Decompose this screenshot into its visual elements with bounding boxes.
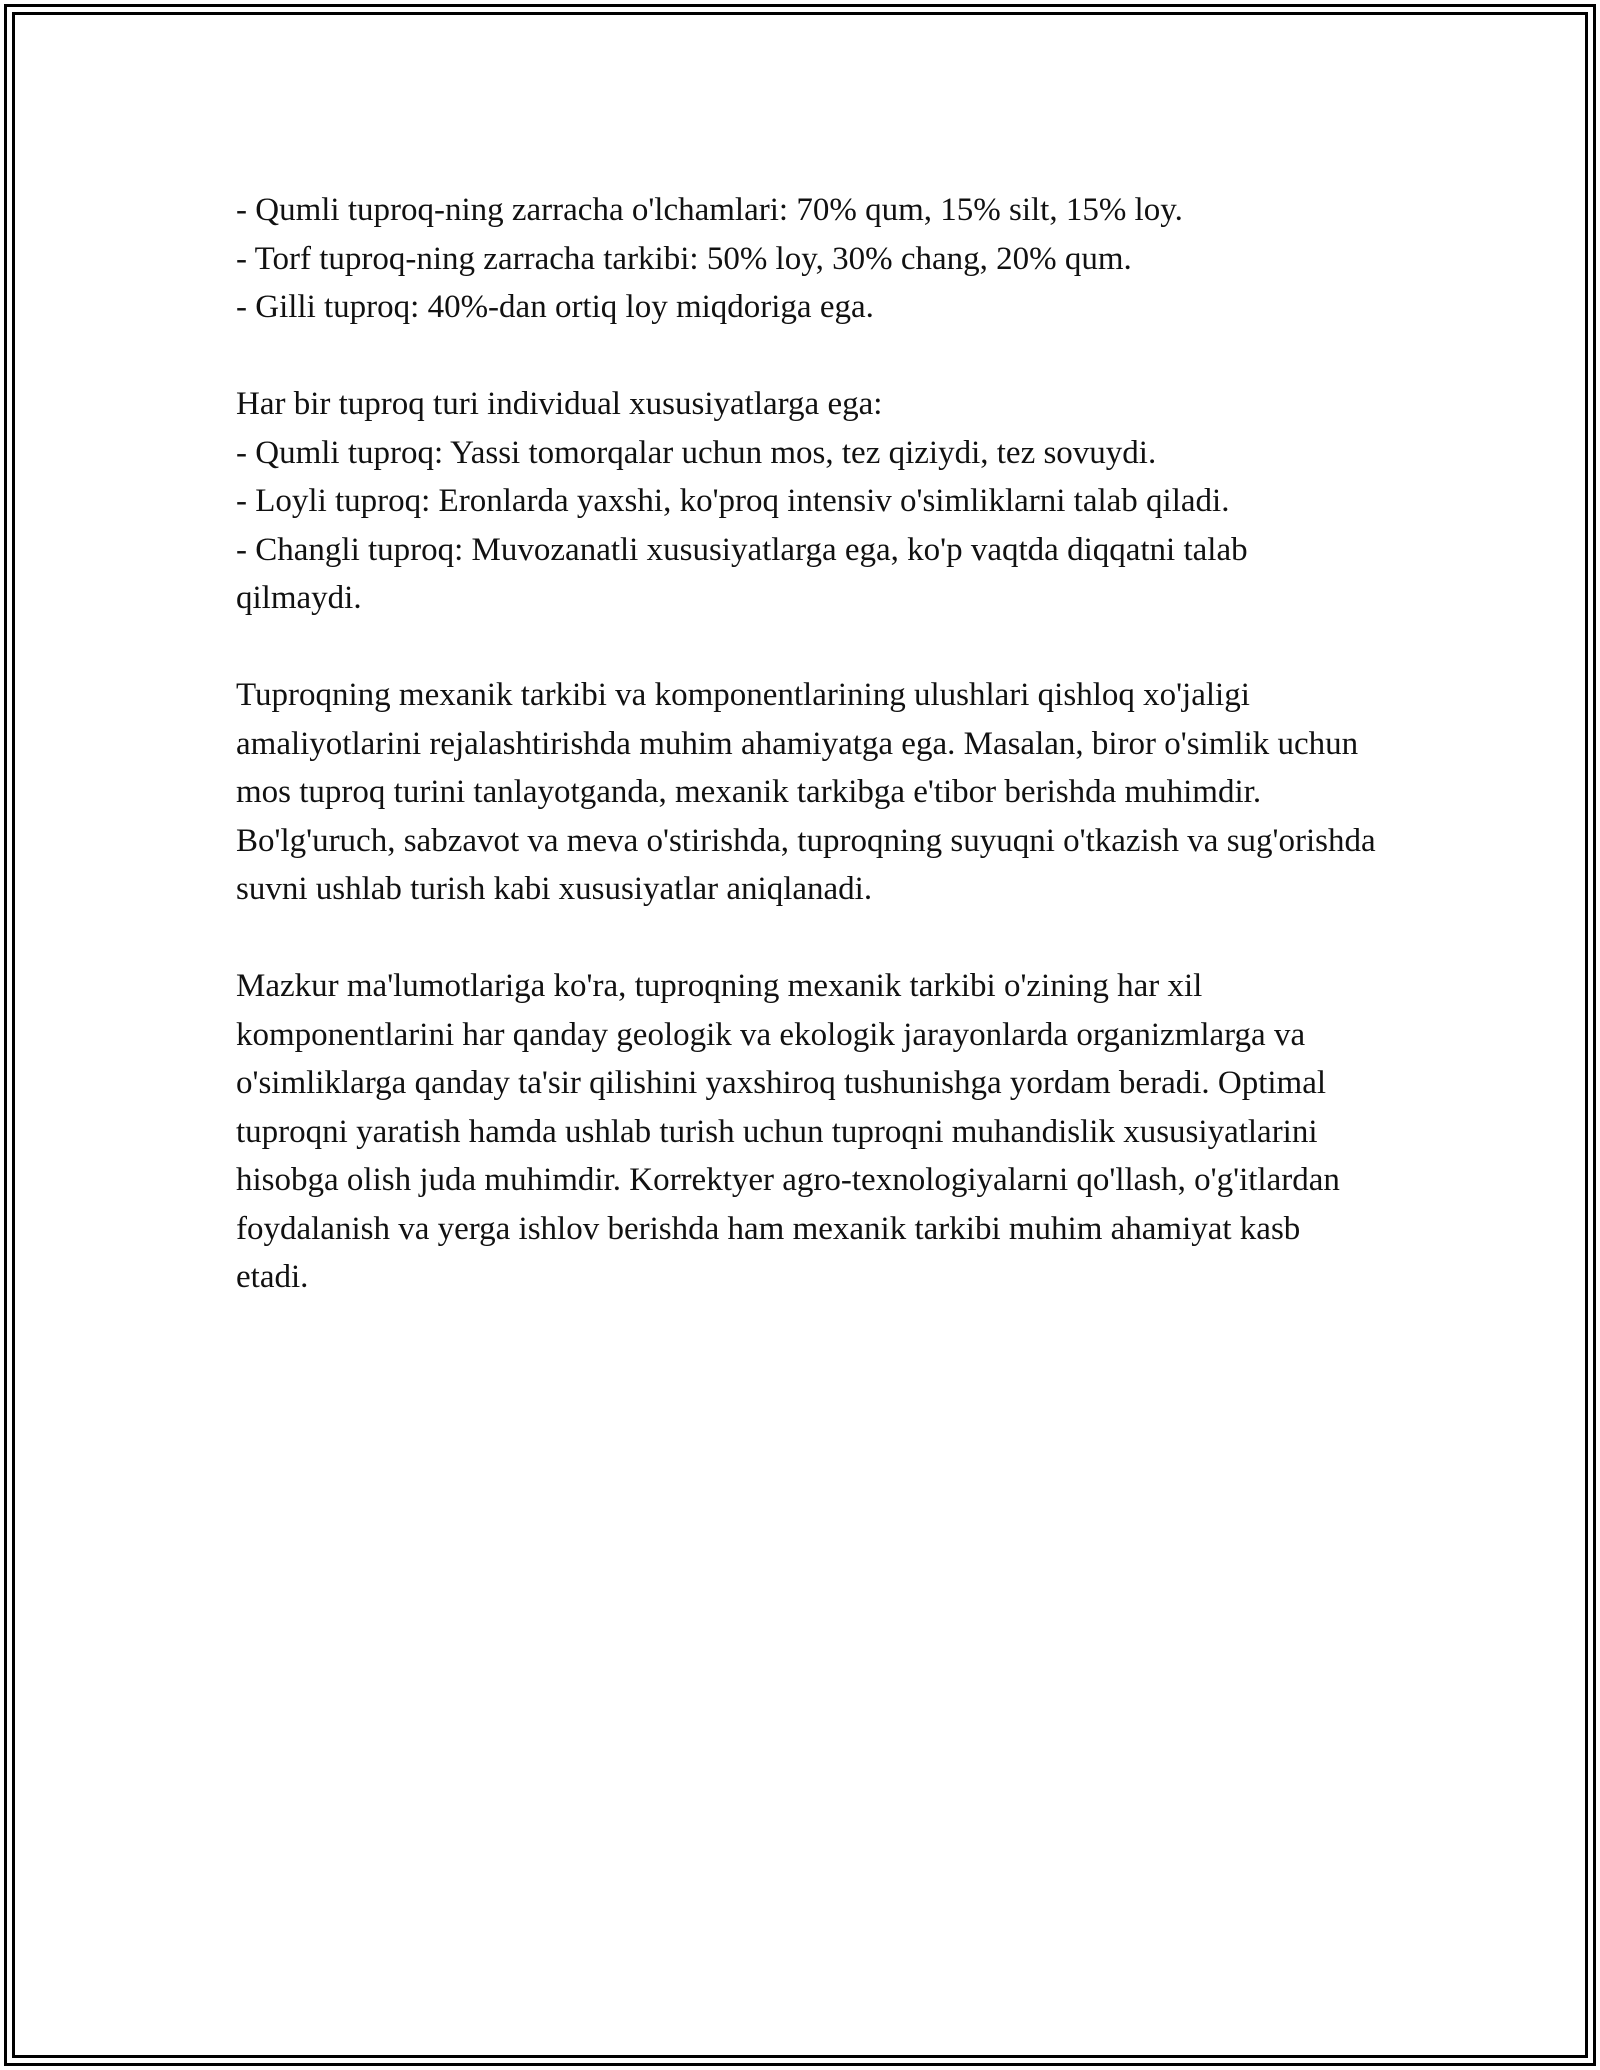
document-body [236, 186, 1386, 1302]
composition-line-sandy: - Qumli tuproq-ning zarracha o'lchamlari: 70% qum, 15% silt, 15% loy. [236, 192, 1183, 228]
paragraph-agriculture: Tuproqning mexanik tarkibi va komponentlarining ulushlari qishloq xo'jaligi amaliyotlarini rejalashtirishda muhim ahamiyatga ega. Masalan, biror o'simlik uchun mos tuproq turini tanlayotganda, mexanik tarkibga e'tibor berishda muhimdir. Bo'lg'uruch, sabzavot va meva o'stirishda, tuproqning suyuqni o'tkazish va sug'orishda suvni ushlab turish kabi xususiyatlar aniqlanadi. [236, 677, 1376, 907]
paragraph-conclusion: Mazkur ma'lumotlariga ko'ra, tuproqning mexanik tarkibi o'zining har xil komponentlarini har qanday geologik va ekologik jarayonlarda organizmlarga va o'simliklarga qanday ta'sir qilishini yaxshiroq tushunishga yordam beradi. Optimal tuproqni yaratish hamda ushlab turish uchun tuproqni muhandislik xususiyatlarini hisobga olish juda muhimdir. Korrektyer agro-texnologiyalarni qo'llash, o'g'itlardan foydalanish va yerga ishlov berishda ham mexanik tarkibi muhim ahamiyat kasb etadi. [236, 968, 1340, 1295]
composition-line-clay: - Gilli tuproq: 40%-dan ortiq loy miqdoriga ega. [236, 289, 874, 325]
property-line-sandy: - Qumli tuproq: Yassi tomorqalar uchun mos, tez qiziydi, tez sovuydi. [236, 434, 1157, 471]
property-line-loamy: - Loyli tuproq: Eronlarda yaxshi, ko'proq intensiv o'simliklarni talab qiladi. [236, 483, 1230, 519]
property-line-silty: - Changli tuproq: Muvozanatli xususiyatlarga ega, ko'p vaqtda diqqatni talab qilmaydi. [236, 531, 1248, 616]
composition-line-peat: - Torf tuproq-ning zarracha tarkibi: 50% loy, 30% chang, 20% qum. [236, 240, 1132, 277]
spacer [236, 332, 1386, 381]
properties-intro: Har bir tuproq turi individual xususiyatlarga ega: [236, 386, 883, 422]
spacer [236, 623, 1386, 672]
spacer [236, 914, 1386, 963]
